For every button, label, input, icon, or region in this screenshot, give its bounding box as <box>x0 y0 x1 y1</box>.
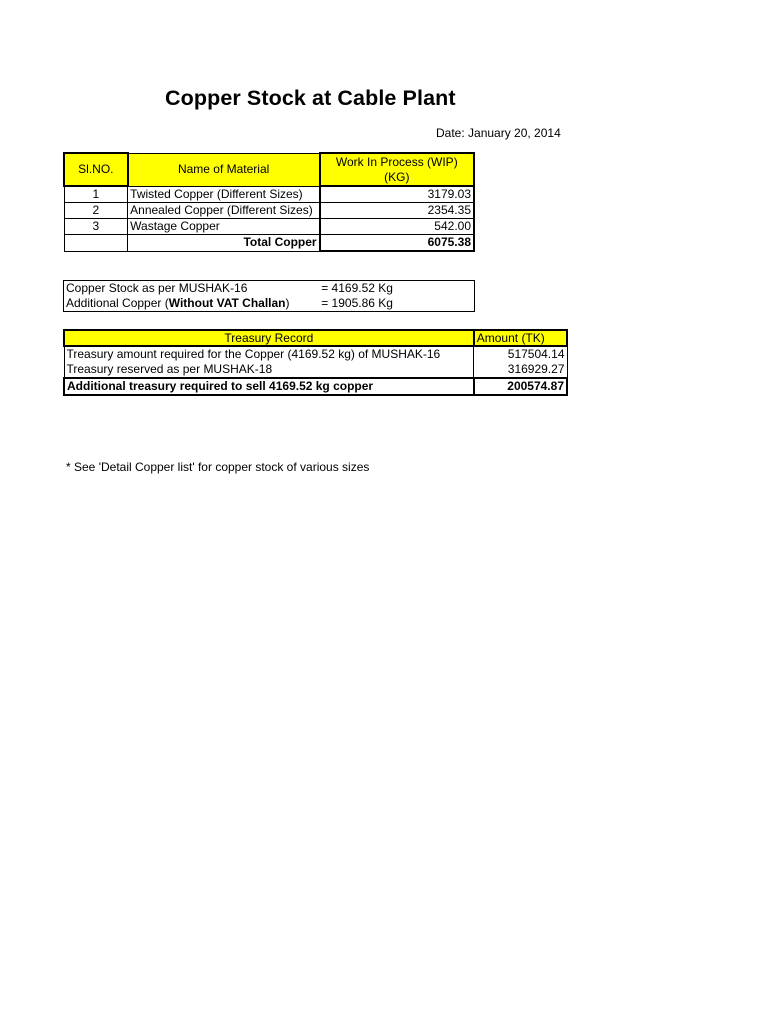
header-treasury-record: Treasury Record <box>64 330 474 346</box>
row-wip: 542.00 <box>320 219 474 235</box>
total-blank-cell <box>64 235 128 252</box>
table-row <box>64 203 474 219</box>
table-row <box>64 219 474 235</box>
row-material: Twisted Copper (Different Sizes) <box>128 186 320 203</box>
table-row <box>64 346 567 362</box>
header-sl-no: Sl.NO. <box>64 153 128 186</box>
total-row <box>64 235 474 252</box>
treasury-total-row <box>64 378 567 395</box>
treasury-row-label: Treasury reserved as per MUSHAK-18 <box>64 362 474 378</box>
footnote: * See 'Detail Copper list' for copper stock of various sizes <box>66 460 370 474</box>
copper-stock-table <box>63 152 475 252</box>
report-date: Date: January 20, 2014 <box>436 126 561 140</box>
header-name-of-material: Name of Material <box>128 153 320 186</box>
mushak-summary-box <box>63 280 475 312</box>
total-value: 6075.38 <box>320 235 474 252</box>
treasury-row-amount: 517504.14 <box>474 346 567 362</box>
mushak-line-1 <box>64 281 475 297</box>
table-row <box>64 186 474 203</box>
mushak-16-value: = 4169.52 Kg <box>321 281 393 295</box>
row-material: Wastage Copper <box>128 219 320 235</box>
without-vat-challan-text: Without VAT Challan <box>168 296 286 310</box>
mushak-line-2 <box>64 296 475 312</box>
additional-copper-label-pre: Additional Copper ( <box>66 296 169 310</box>
row-material: Annealed Copper (Different Sizes) <box>128 203 320 219</box>
mushak-16-label: Copper Stock as per MUSHAK-16 <box>66 281 248 295</box>
header-wip: Work In Process (WIP) (KG) <box>320 153 474 186</box>
row-sl: 2 <box>64 203 128 219</box>
total-label: Total Copper <box>128 235 320 252</box>
row-sl: 1 <box>64 186 128 203</box>
row-sl: 3 <box>64 219 128 235</box>
table-row <box>64 362 567 378</box>
treasury-row-label: Treasury amount required for the Copper (4169.52 kg) of MUSHAK-16 <box>64 346 474 362</box>
additional-copper-label-post: ) <box>285 296 290 310</box>
treasury-total-label: Additional treasury required to sell 4169.52 kg copper <box>64 378 474 395</box>
stock-table-header <box>64 153 474 186</box>
additional-copper-value: = 1905.86 Kg <box>321 296 393 310</box>
treasury-table-header <box>64 330 567 346</box>
row-wip: 2354.35 <box>320 203 474 219</box>
row-wip: 3179.03 <box>320 186 474 203</box>
treasury-total-amount: 200574.87 <box>474 378 567 395</box>
treasury-row-amount: 316929.27 <box>474 362 567 378</box>
treasury-record-table <box>63 329 568 396</box>
header-amount: Amount (TK) <box>474 330 567 346</box>
additional-copper-label <box>64 296 322 312</box>
page-title: Copper Stock at Cable Plant <box>165 86 456 110</box>
